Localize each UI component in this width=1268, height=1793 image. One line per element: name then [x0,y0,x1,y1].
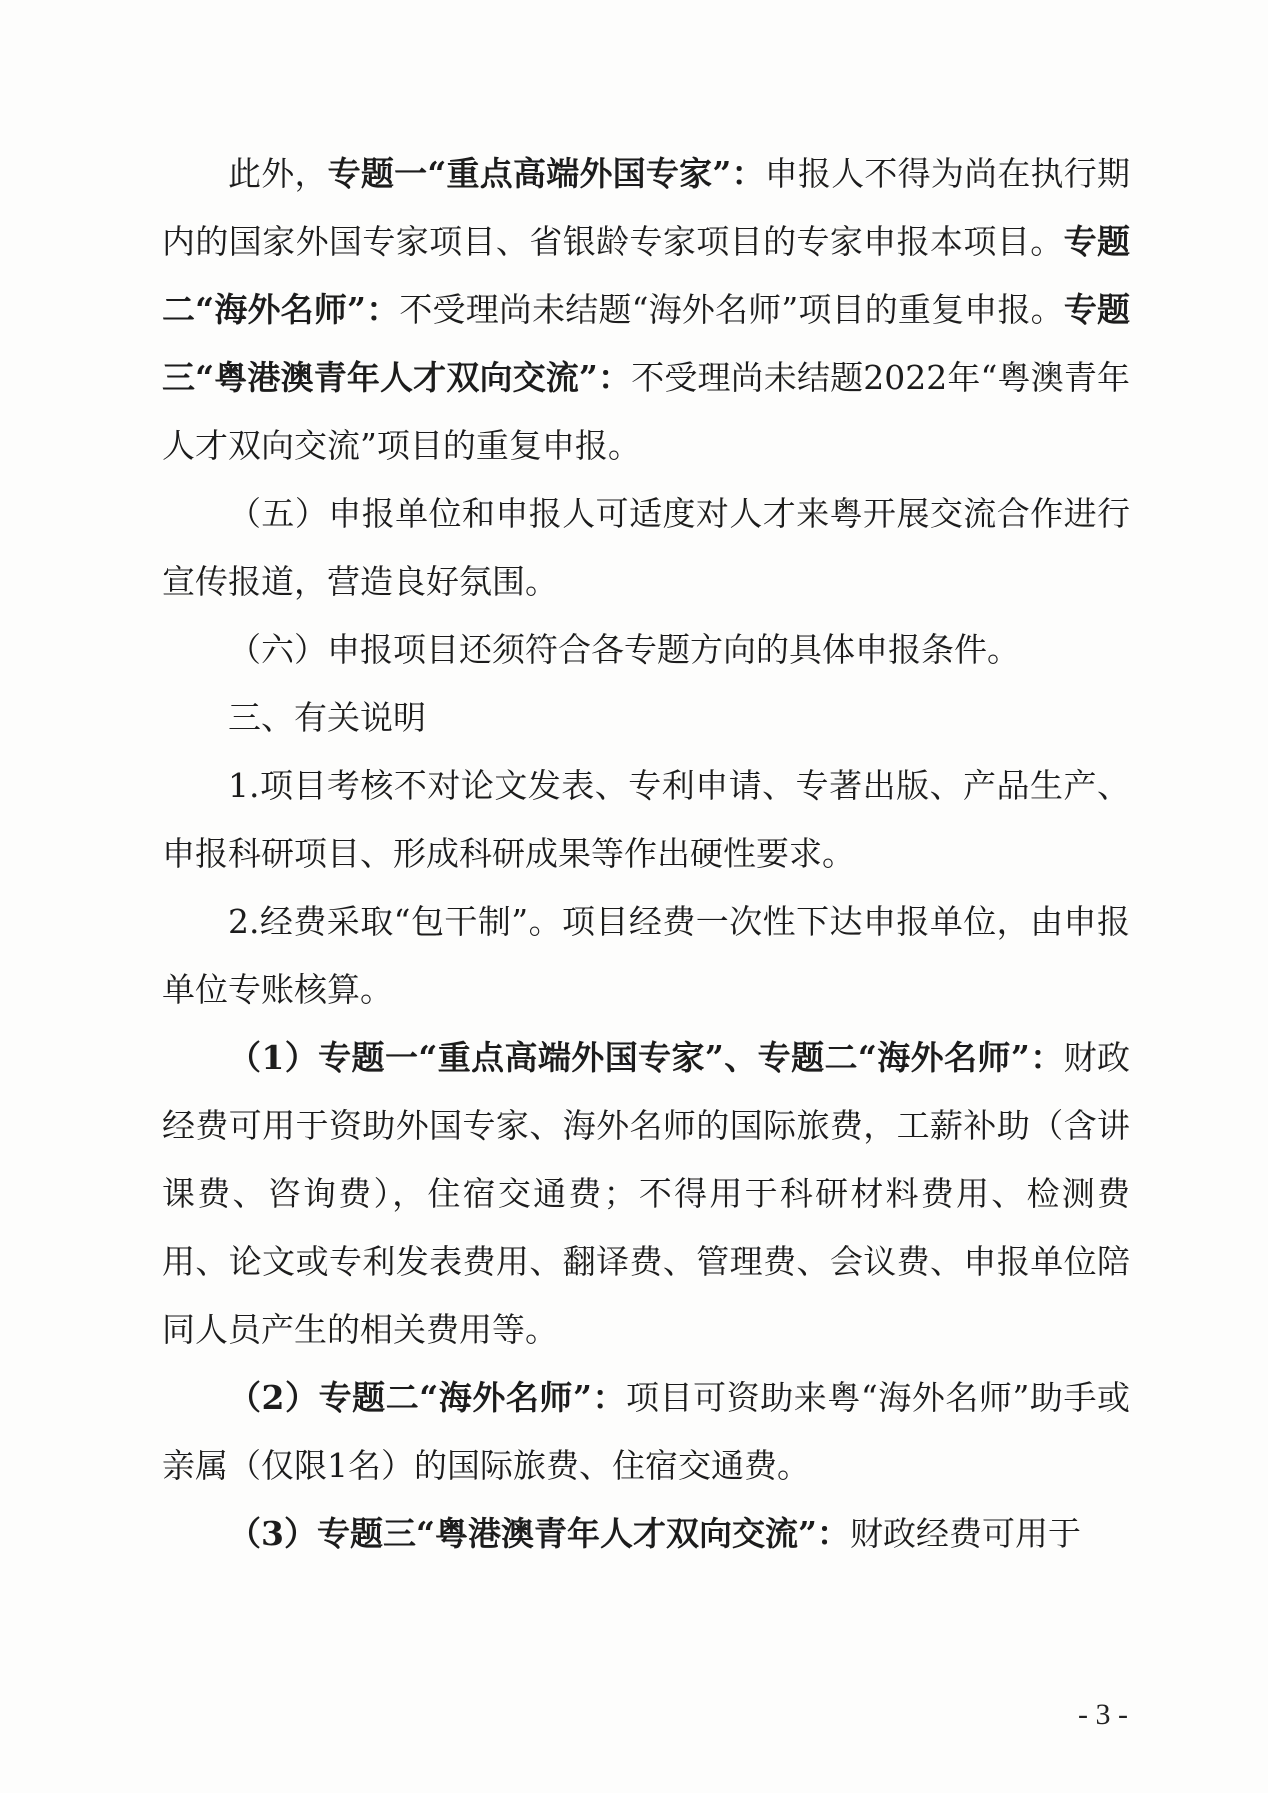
text-segment: 财政经费可用于 [849,1514,1081,1553]
text-segment: 1.项目考核不对论文发表、专利申请、专著出版、产品生产、申报科研项目、形成科研成果等作出硬性要求。 [162,766,1130,873]
text-segment-bold: （3）专题三“粤港澳青年人才双向交流”： [228,1514,850,1553]
text-segment: 项目可资助来粤“海外名师”助手或亲属（仅限1名）的国际旅费、住宿交通费。 [162,1378,1130,1485]
text-segment: 2.经费采取“包干制”。项目经费一次性下达申报单位，由申报单位专账核算。 [162,902,1130,1009]
text-segment: 不受理尚未结题“海外名师”项目的重复申报。 [399,290,1064,329]
text-segment-bold: 专题二“海外名师”： [162,222,1131,329]
text-segment: 申报人不得为尚在执行期内的国家外国专家项目、省银龄专家项目的专家申报本项目。 [162,154,1130,261]
text-segment: 此外， [228,154,328,193]
paragraph-note-1 [162,752,1130,888]
text-segment-bold: 专题一“重点高端外国专家”： [327,154,765,193]
paragraph-item-5 [162,480,1130,616]
heading-text: 三、有关说明 [228,698,426,737]
section-heading [162,684,1130,752]
text-segment: 财政经费可用于资助外国专家、海外名师的国际旅费，工薪补助（含讲课费、咨询费），住宿交通费；不得用于科研材料费用、检测费用、论文或专利发表费用、翻译费、管理费、会议费、申报单位陪同人员产生的相关费用等。 [162,1038,1131,1349]
paragraph-topic-restrictions [162,140,1130,480]
text-segment-bold: （2）专题二“海外名师”： [228,1378,627,1417]
text-segment: （五）申报单位和申报人可适度对人才来粤开展交流合作进行宣传报道，营造良好氛围。 [162,494,1130,601]
page-number: - 3 - [1078,1698,1128,1731]
paragraph-funding-2 [162,1364,1130,1500]
text-segment-bold: 专题三“粤港澳青年人才双向交流”： [162,290,1131,397]
text-segment: 不受理尚未结题2022年“粤澳青年人才双向交流”项目的重复申报。 [162,358,1130,465]
text-segment-bold: （1）专题一“重点高端外国专家”、专题二“海外名师”： [228,1038,1064,1077]
paragraph-item-6 [162,616,1130,684]
text-segment: （六）申报项目还须符合各专题方向的具体申报条件。 [228,630,1020,669]
paragraph-funding-3 [162,1500,1130,1568]
paragraph-note-2 [162,888,1130,1024]
paragraph-funding-1 [162,1024,1130,1364]
